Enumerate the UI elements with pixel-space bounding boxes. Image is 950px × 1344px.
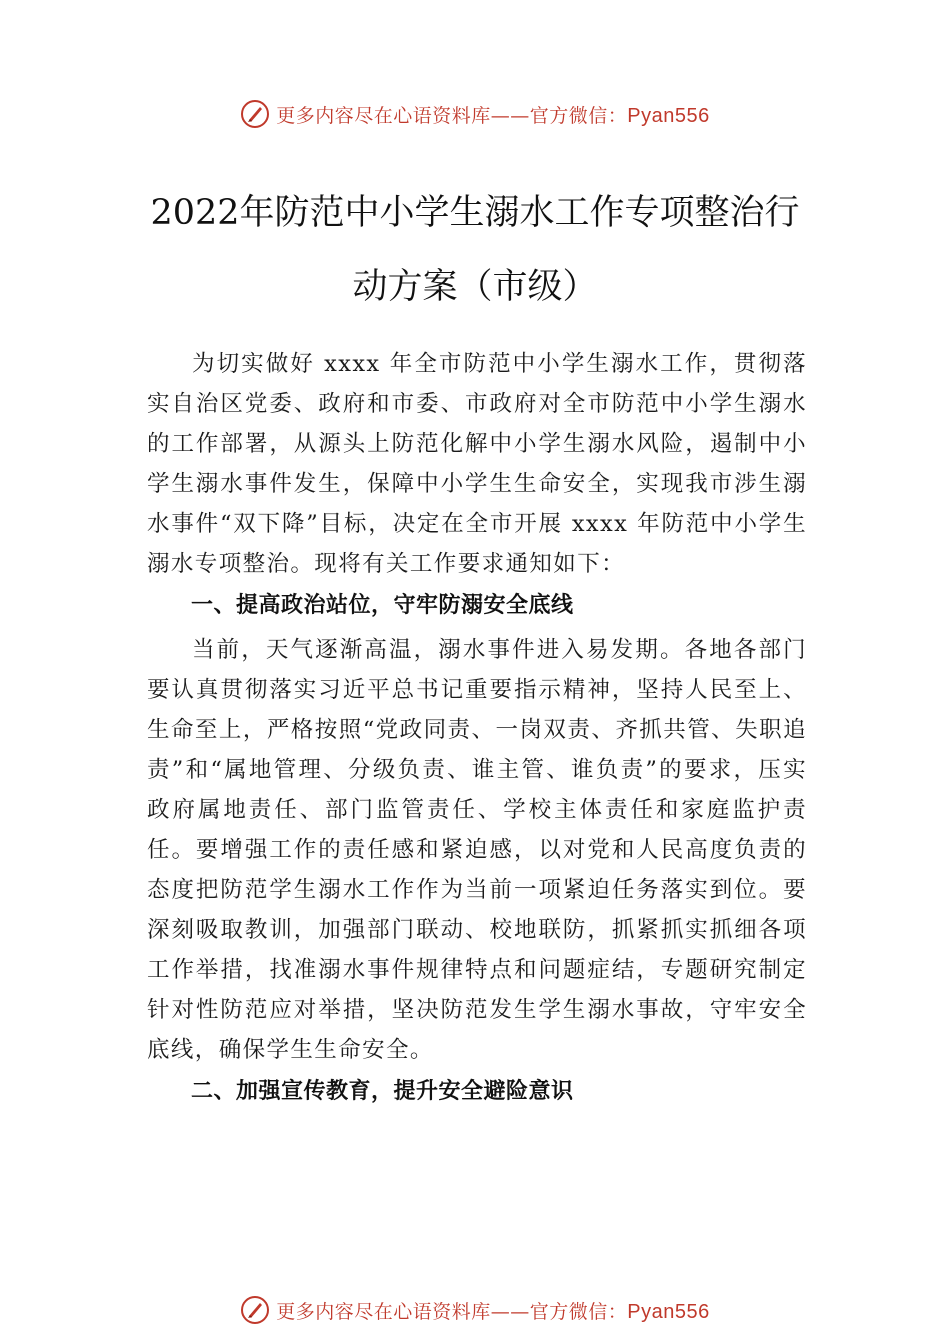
banner-text: 更多内容尽在心语资料库——官方微信：Pyan556 [276,104,710,127]
document-body [147,344,807,1116]
intro-paragraph: 为切实做好 xxxx 年全市防范中小学生溺水工作，贯彻落实自治区党委、政府和市委、市政府对全市防范中小学生溺水的工作部署，从源头上防范化解中小学生溺水风险，遏制中小学生溺水事件发生，保障中小学生生命安全，实现我市涉生溺水事件“双下降”目标，决定在全市开展 xxxx 年防范中小学生溺水专项整治。现将有关工作要求通知如下： [147,351,807,577]
section-2-heading: 二、加强宣传教育，提升安全避险意识 [191,1079,574,1104]
feather-pen-logo-icon [240,99,270,129]
banner-text: 更多内容尽在心语资料库——官方微信：Pyan556 [276,1300,710,1323]
title-line-1: 2022年防范中小学生溺水工作专项整治行 [150,193,800,233]
header-watermark-banner [0,94,950,134]
footer-watermark-banner [0,1290,950,1330]
feather-pen-logo-icon [240,1295,270,1325]
section-1-paragraph: 当前，天气逐渐高温，溺水事件进入易发期。各地各部门要认真贯彻落实习近平总书记重要指示精神，坚持人民至上、生命至上，严格按照“党政同责、一岗双责、齐抓共管、失职追责”和“属地管理、分级负责、谁主管、谁负责”的要求，压实政府属地责任、部门监管责任、学校主体责任和家庭监护责任。要增强工作的责任感和紧迫感，以对党和人民高度负责的态度把防范学生溺水工作作为当前一项紧迫任务落实到位。要深刻吸取教训，加强部门联动、校地联防，抓紧抓实抓细各项工作举措，找准溺水事件规律特点和问题症结，专题研究制定针对性防范应对举措，坚决防范发生学生溺水事故，守牢安全底线，确保学生生命安全。 [147,637,807,1063]
section-1-heading: 一、提高政治站位，守牢防溺安全底线 [191,593,574,618]
document-title [140,176,810,324]
title-line-2: 动方案（市级） [352,267,598,307]
